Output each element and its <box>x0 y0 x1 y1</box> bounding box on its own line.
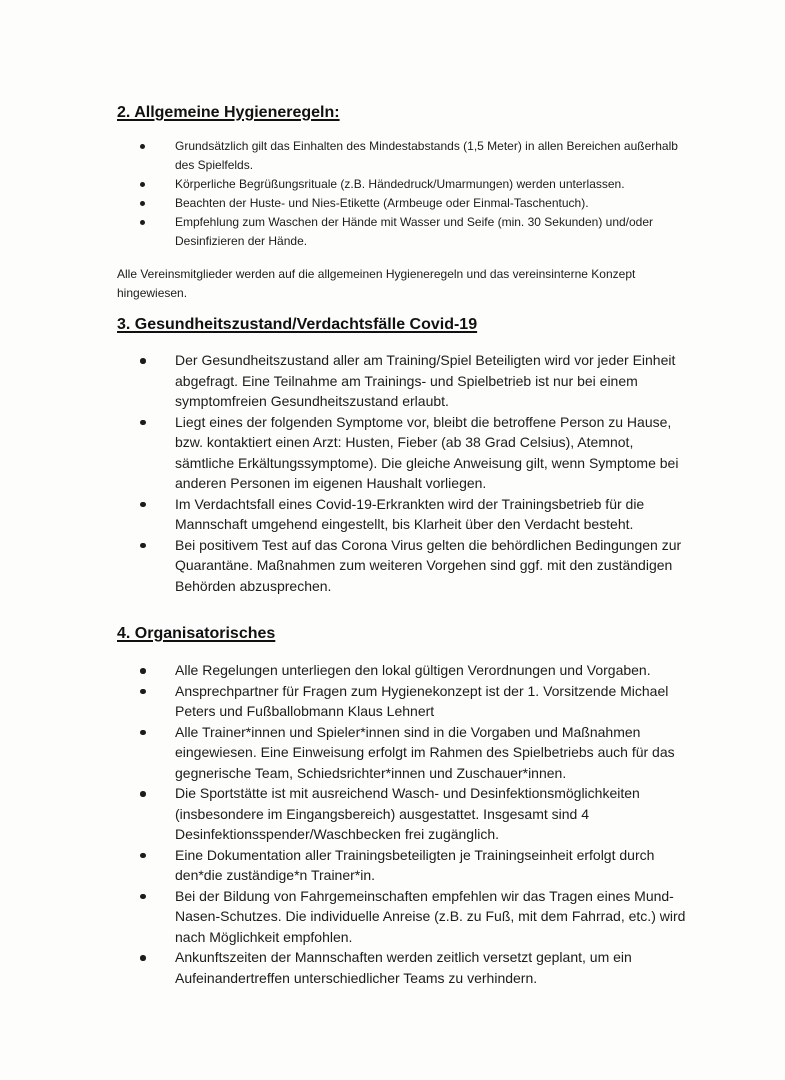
section-heading: 2. Allgemeine Hygieneregeln: <box>117 104 340 121</box>
list-item-text: Bei positivem Test auf das Corona Virus gelten die behördlichen Bedingungen zur Quarantäne. Maßnahmen zum weiteren Vorgehen sind ggf. mit den zuständigen Behörden abzusprechen. <box>175 536 682 594</box>
bullet-list <box>117 660 687 988</box>
section-organisational <box>117 625 687 988</box>
bullet-icon <box>140 894 146 900</box>
section-heading: 4. Organisatorisches <box>117 625 276 642</box>
bullet-icon <box>140 182 145 187</box>
bullet-icon <box>140 955 146 961</box>
list-item-text: Beachten der Huste- und Nies-Etikette (Armbeuge oder Einmal-Taschentuch). <box>175 196 589 210</box>
list-item <box>130 722 687 784</box>
list-item-text: Die Sportstätte ist mit ausreichend Wasch- und Desinfektionsmöglichkeiten (insbesondere im Eingangsbereich) ausgestattet. Insgesamt sind 4 Desinfektionsspender/Waschbecken frei zugänglich. <box>175 785 640 842</box>
list-item-text: Liegt eines der folgenden Symptome vor, bleibt die betroffene Person zu Hause, bzw. kontaktiert einen Arzt: Husten, Fieber (ab 38 Grad Celsius), Atemnot, sämtliche Erkältungssymptome). Die gleiche Anweisung gilt, wenn Symptome bei anderen Personen im eigenen Haushalt vorliegen. <box>175 413 679 491</box>
bullet-icon <box>140 689 146 695</box>
list-item-text: Grundsätzlich gilt das Einhalten des Mindestabstands (1,5 Meter) in allen Bereichen außerhalb des Spielfelds. <box>175 139 678 172</box>
list-item-text: Alle Regelungen unterliegen den lokal gültigen Verordnungen und Vorgaben. <box>175 662 651 678</box>
bullet-icon <box>140 358 146 364</box>
bullet-list <box>117 137 687 251</box>
bullet-icon <box>140 668 146 674</box>
list-item <box>130 845 687 886</box>
bullet-icon <box>140 220 145 225</box>
list-item <box>130 660 687 681</box>
bullet-icon <box>140 791 146 797</box>
list-item <box>130 947 687 988</box>
list-item-text: Körperliche Begrüßungsrituale (z.B. Händedruck/Umarmungen) werden unterlassen. <box>175 177 625 191</box>
list-item-text: Ankunftszeiten der Mannschaften werden zeitlich versetzt geplant, um ein Aufeinandertreffen unterschiedlicher Teams zu verhindern. <box>175 949 632 986</box>
bullet-icon <box>140 730 146 736</box>
list-item-text: Der Gesundheitszustand aller am Training/Spiel Beteiligten wird vor jeder Einheit abgefragt. Eine Teilnahme am Trainings- und Spielbetrieb ist nur bei einem symptomfreien Gesundheitszustand erlaubt. <box>175 352 676 409</box>
bullet-icon <box>140 201 145 206</box>
list-item <box>130 681 687 722</box>
list-item-text: Eine Dokumentation aller Trainingsbeteiligten je Trainingseinheit erfolgt durch den*die zuständige*n Trainer*in. <box>175 846 655 883</box>
list-item <box>130 494 687 535</box>
bullet-icon <box>140 543 146 549</box>
list-item-text: Alle Trainer*innen und Spieler*innen sind in die Vorgaben und Maßnahmen eingewiesen. Eine Einweisung erfolgt im Rahmen des Spielbetriebs auch für das gegnerische Team, Schiedsrichter*innen und Zuschauer*innen. <box>175 723 675 781</box>
section-hygiene-rules <box>117 104 687 303</box>
list-item <box>130 886 687 948</box>
list-item <box>130 194 687 213</box>
list-item <box>130 412 687 494</box>
section-health-status <box>117 316 687 596</box>
bullet-icon <box>140 420 146 426</box>
list-item <box>130 213 687 251</box>
list-item <box>130 175 687 194</box>
list-item <box>130 137 687 175</box>
section-heading: 3. Gesundheitszustand/Verdachtsfälle Covid-19 <box>117 316 478 333</box>
section-note: Alle Vereinsmitglieder werden auf die allgemeinen Hygieneregeln und das vereinsinterne Konzept hingewiesen. <box>117 267 636 300</box>
list-item-text: Ansprechpartner für Fragen zum Hygienekonzept ist der 1. Vorsitzende Michael Peters und Fußballobmann Klaus Lehnert <box>175 682 669 719</box>
bullet-icon <box>140 144 145 149</box>
list-item-text: Im Verdachtsfall eines Covid-19-Erkrankten wird der Trainingsbetrieb für die Mannschaft umgehend eingestellt, bis Klarheit über den Verdacht besteht. <box>175 495 645 532</box>
bullet-icon <box>140 853 146 859</box>
list-item <box>130 350 687 412</box>
list-item <box>130 783 687 845</box>
bullet-icon <box>140 502 146 508</box>
list-item-text: Bei der Bildung von Fahrgemeinschaften empfehlen wir das Tragen eines Mund-Nasen-Schutzes. Die individuelle Anreise (z.B. zu Fuß, mit dem Fahrrad, etc.) wird nach Möglichkeit empfohlen. <box>175 887 686 945</box>
list-item <box>130 535 687 597</box>
list-item-text: Empfehlung zum Waschen der Hände mit Wasser und Seife (min. 30 Sekunden) und/oder Desinfizieren der Hände. <box>175 215 654 248</box>
bullet-list <box>117 350 687 596</box>
